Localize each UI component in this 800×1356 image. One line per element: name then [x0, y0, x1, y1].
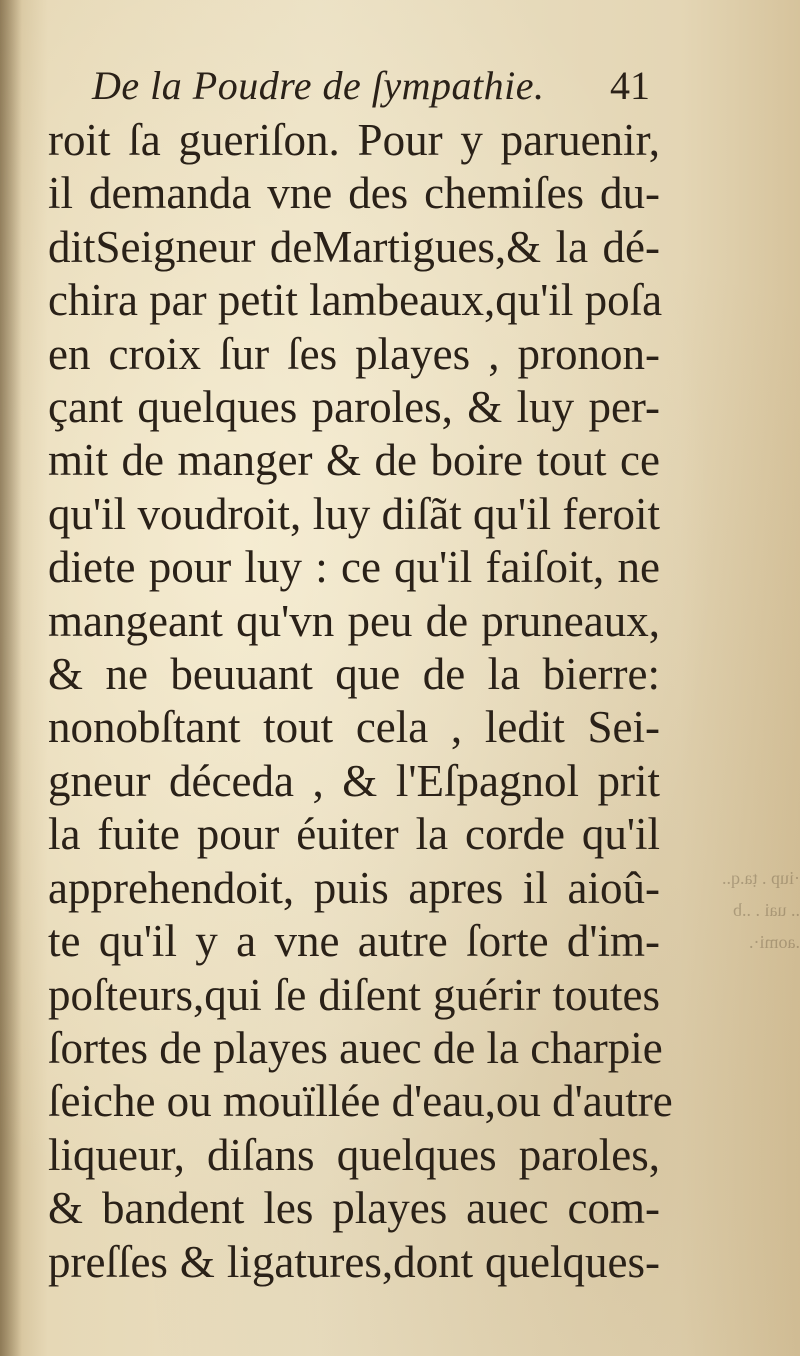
text-line: diete pour luy : ce qu'il faiſoit, ne	[48, 542, 660, 593]
binding-gutter-shadow	[0, 0, 22, 1356]
page-number: 41	[610, 63, 650, 108]
text-line: qu'il voudroit, luy diſãt qu'il feroit	[48, 488, 660, 539]
running-head-title: De la Poudre de ſympathie.	[92, 63, 545, 108]
text-line: il demanda vne des chemiſes du-	[48, 168, 660, 219]
text-line: poſteurs,qui ſe diſent guérir toutes	[48, 969, 660, 1020]
text-line: ditSeigneur deMartigues,& la dé-	[48, 221, 660, 272]
bleed-through-line: .. uai . ..b	[733, 900, 800, 920]
text-line: ſortes de playes auec de la charpie	[48, 1022, 663, 1073]
text-line: te qu'il y a vne autre ſorte d'im-	[48, 916, 660, 967]
text-line: nonobſtant tout cela , ledit Sei-	[48, 702, 660, 753]
text-line: çant quelques paroles, & luy per-	[48, 382, 660, 433]
text-line: & bandent les playes auec com-	[48, 1183, 660, 1234]
running-head	[40, 58, 680, 114]
bleed-through-line: .aomi·.	[749, 932, 800, 952]
text-line: chira par petit lambeaux,qu'il poſa	[48, 275, 663, 326]
text-line: apprehendoit, puis apres il aioû-	[48, 862, 660, 913]
text-block	[40, 58, 680, 1289]
text-line: liqueur, diſans quelques paroles,	[48, 1129, 660, 1180]
text-line: ſeiche ou mouïllée d'eau,ou d'autre	[48, 1076, 673, 1127]
text-line: & ne beuuant que de la bierre:	[48, 649, 660, 700]
text-line: mangeant qu'vn peu de pruneaux,	[48, 595, 660, 646]
text-line: preſſes & ligatures,dont quelques-	[48, 1236, 660, 1287]
text-line: roit ſa gueriſon. Pour y paruenir,	[48, 115, 660, 165]
text-line: la fuite pour éuiter la corde qu'il	[48, 809, 660, 860]
text-line: mit de manger & de boire tout ce	[48, 435, 660, 486]
bleed-through-line: ·iup . ṭa.q..	[722, 868, 800, 888]
bleed-through-text	[692, 862, 800, 958]
text-line: gneur déceda , & l'Eſpagnol prit	[48, 755, 660, 806]
text-line: en croix ſur ſes playes , pronon-	[48, 328, 660, 379]
